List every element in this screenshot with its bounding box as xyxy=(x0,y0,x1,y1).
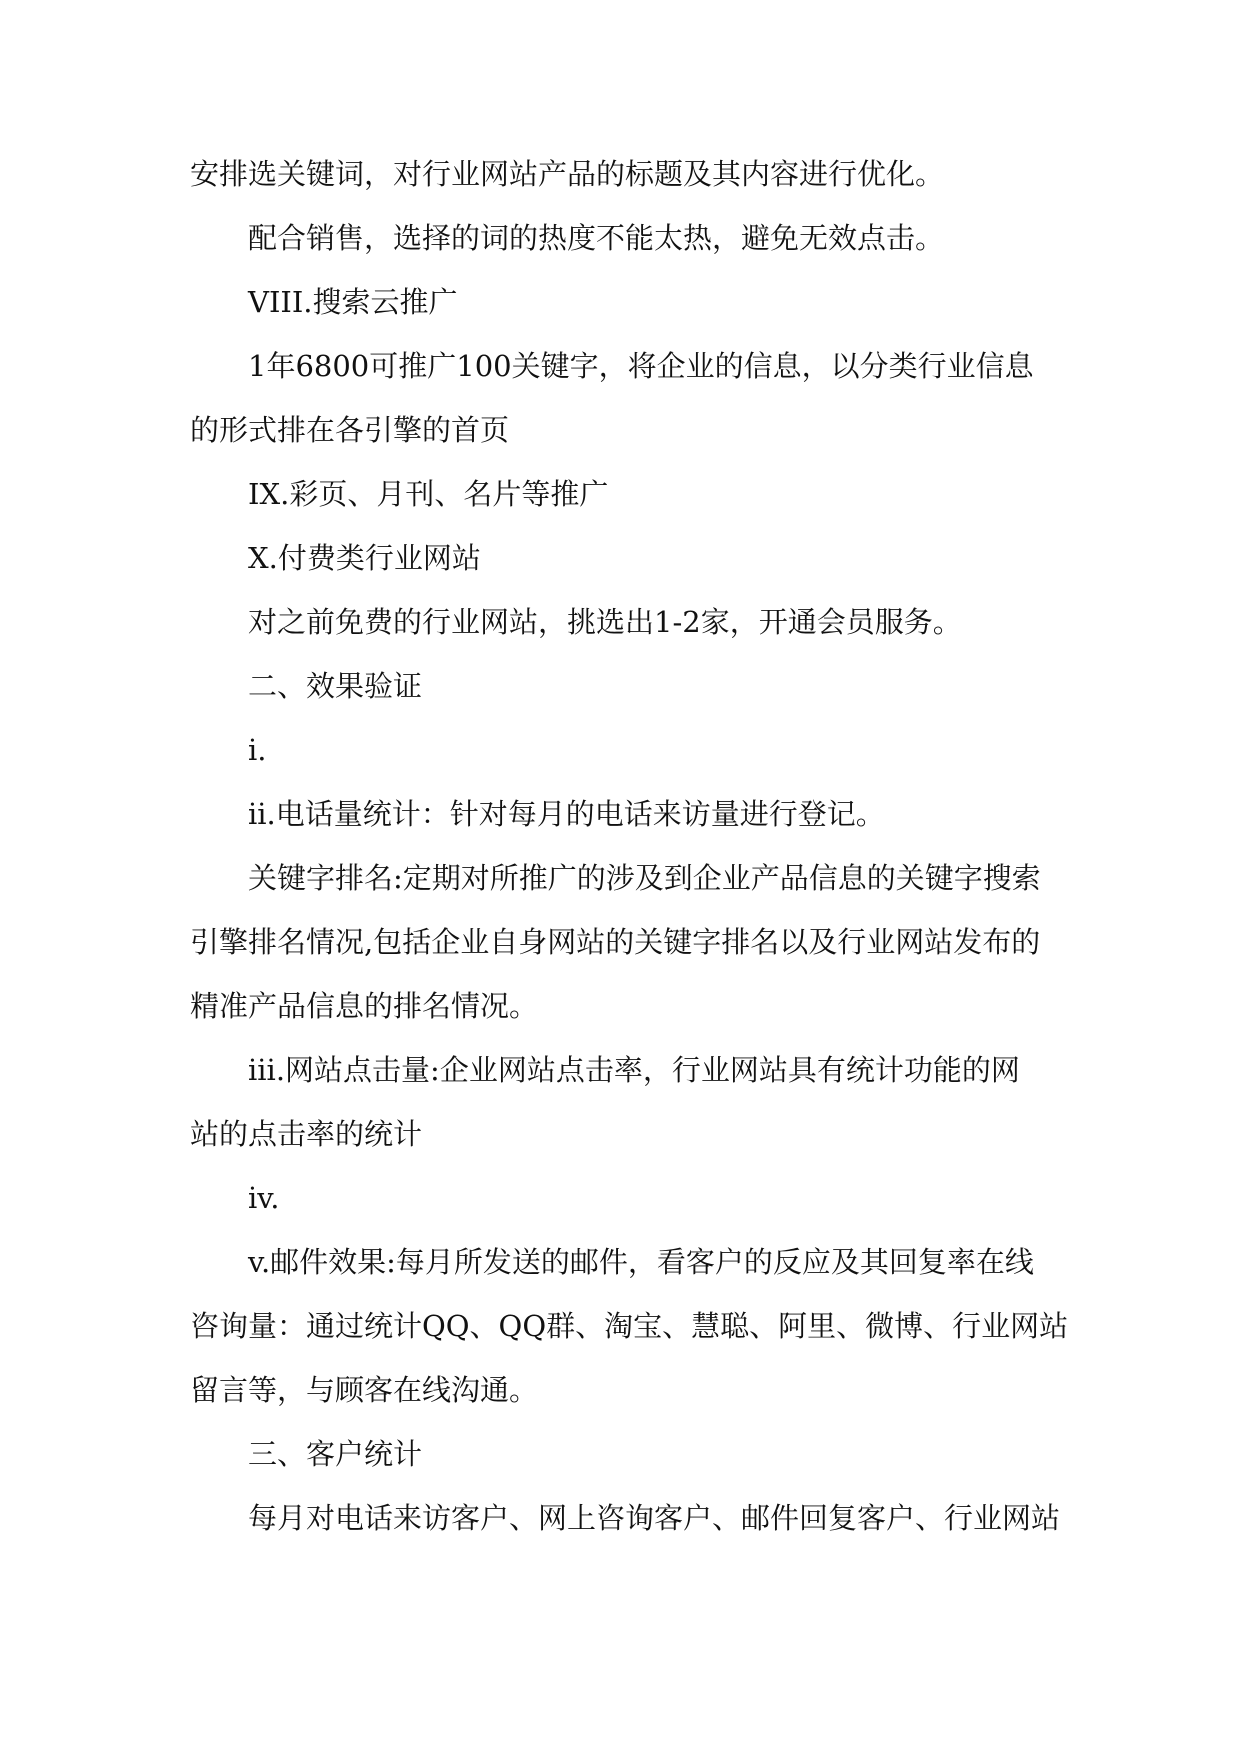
list-item: v.邮件效果:每月所发送的邮件，看客户的反应及其回复率在线 xyxy=(248,1245,1034,1279)
section-heading: IX.彩页、月刊、名片等推广 xyxy=(248,477,609,511)
paragraph-line: 1年6800可推广100关键字，将企业的信息，以分类行业信息 xyxy=(248,349,1034,383)
list-marker: i. xyxy=(248,733,267,767)
paragraph-line: 对之前免费的行业网站，挑选出1-2家，开通会员服务。 xyxy=(248,605,962,639)
paragraph-line: 关键字排名:定期对所推广的涉及到企业产品信息的关键字搜索 xyxy=(248,861,1041,895)
list-item: ii.电话量统计：针对每月的电话来访量进行登记。 xyxy=(248,797,885,831)
list-marker: iv. xyxy=(248,1181,280,1215)
paragraph-line: 引擎排名情况,包括企业自身网站的关键字排名以及行业网站发布的 xyxy=(190,925,1041,959)
paragraph-line: 安排选关键词，对行业网站产品的标题及其内容进行优化。 xyxy=(190,157,945,191)
document-body xyxy=(190,157,1069,1566)
paragraph-line: 留言等，与顾客在线沟通。 xyxy=(190,1373,539,1407)
paragraph-line: 每月对电话来访客户、网上咨询客户、邮件回复客户、行业网站 xyxy=(248,1501,1061,1535)
section-heading: 二、效果验证 xyxy=(248,669,423,703)
paragraph-line: 精准产品信息的排名情况。 xyxy=(190,989,539,1023)
section-heading: X.付费类行业网站 xyxy=(248,541,481,575)
paragraph-line: 配合销售，选择的词的热度不能太热，避免无效点击。 xyxy=(248,221,945,255)
list-item: iii.网站点击量:企业网站点击率，行业网站具有统计功能的网 xyxy=(248,1053,1020,1087)
paragraph-line: 咨询量：通过统计QQ、QQ群、淘宝、慧聪、阿里、微博、行业网站 xyxy=(190,1309,1069,1343)
section-heading: 三、客户统计 xyxy=(248,1437,423,1471)
section-heading: VIII.搜索云推广 xyxy=(248,285,458,319)
paragraph-line: 站的点击率的统计 xyxy=(190,1117,423,1151)
paragraph-line: 的形式排在各引擎的首页 xyxy=(190,413,510,447)
